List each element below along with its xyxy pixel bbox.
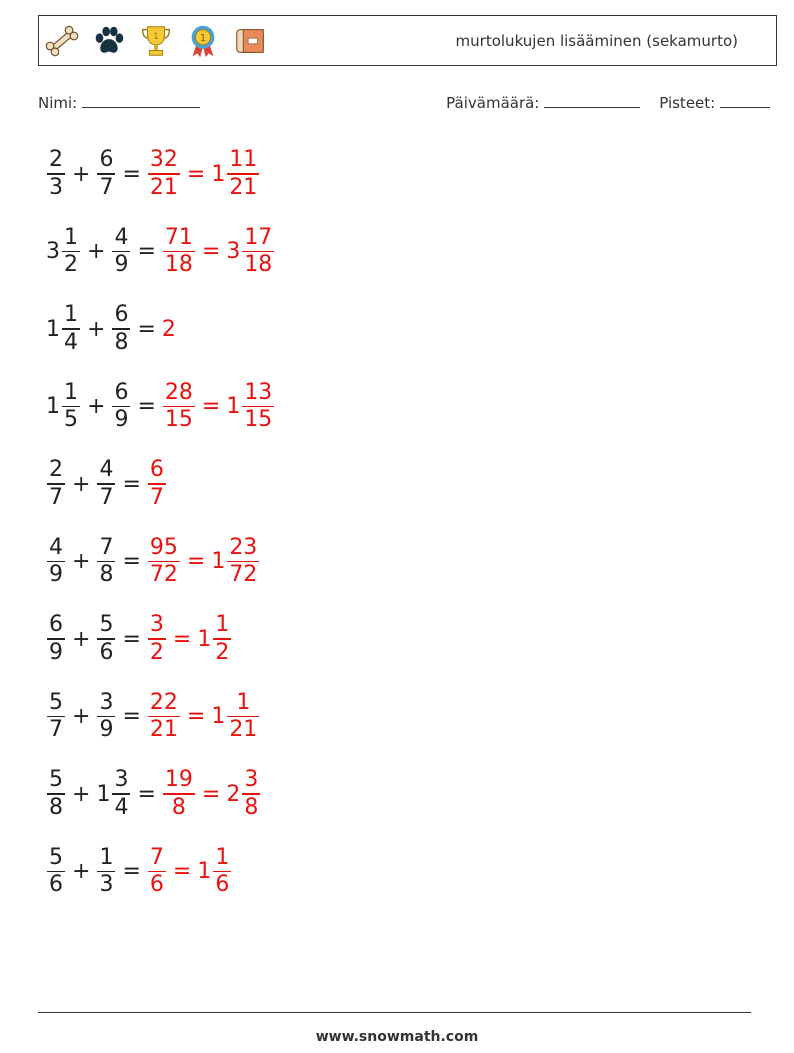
answer-improper-denominator: 6 xyxy=(149,872,164,898)
plus-sign: + xyxy=(72,471,91,497)
addend-b-numerator: 6 xyxy=(114,379,129,405)
addend-a-fraction xyxy=(62,302,80,356)
problem-row xyxy=(46,221,275,283)
addend-a-denominator: 7 xyxy=(49,484,63,510)
addend-b-fraction xyxy=(97,612,115,666)
medal-icon xyxy=(184,22,222,60)
answer xyxy=(162,225,275,279)
answer-equals-sign: = xyxy=(186,704,206,729)
addend-b-denominator: 7 xyxy=(99,484,114,510)
addend-b-number xyxy=(96,147,116,201)
equals-sign: = xyxy=(137,316,156,342)
answer-equals-sign: = xyxy=(201,394,221,419)
addend-a-denominator: 9 xyxy=(49,639,63,665)
name-label: Nimi: xyxy=(38,94,78,112)
addend-b-fraction xyxy=(112,225,130,279)
answer-improper-fraction xyxy=(148,457,166,511)
addend-a-number xyxy=(46,457,66,511)
bandage-icon xyxy=(231,22,269,60)
answer-mixed-whole: 1 xyxy=(197,626,212,652)
answer-mixed-fraction xyxy=(213,612,231,666)
answer-improper-number xyxy=(147,457,167,511)
answer-improper-fraction xyxy=(148,845,166,899)
answer-improper-numerator: 3 xyxy=(149,612,164,638)
answer-improper-denominator: 2 xyxy=(149,639,164,665)
problem-row xyxy=(46,453,167,515)
addend-b-fraction xyxy=(112,380,130,434)
answer-mixed-denominator: 8 xyxy=(244,794,259,820)
addend-a-denominator: 5 xyxy=(64,407,78,433)
answer xyxy=(162,767,261,821)
answer-mixed-numerator: 11 xyxy=(229,147,258,173)
answer-mixed-fraction xyxy=(242,380,274,434)
answer-improper-denominator: 18 xyxy=(164,252,193,278)
addend-b-numerator: 6 xyxy=(114,302,129,328)
equals-sign: = xyxy=(122,161,141,187)
addend-b-fraction xyxy=(97,147,115,201)
plus-sign: + xyxy=(72,781,91,807)
answer-mixed-fraction xyxy=(213,845,231,899)
addend-b-fraction xyxy=(97,535,115,589)
answer xyxy=(162,380,275,434)
addend-b-fraction xyxy=(97,845,115,899)
answer-mixed-denominator: 21 xyxy=(229,174,258,200)
plus-sign: + xyxy=(87,394,106,419)
answer-improper-number xyxy=(147,690,181,744)
answer xyxy=(147,690,260,744)
answer-improper-number xyxy=(147,845,167,899)
footer-url: www.snowmath.com xyxy=(315,1029,479,1045)
answer-improper-fraction xyxy=(163,380,195,434)
addend-a-fraction xyxy=(47,845,65,899)
addend-a-fraction xyxy=(47,147,65,201)
answer-improper-numerator: 95 xyxy=(149,534,178,560)
addend-a-number xyxy=(46,147,66,201)
addend-b-denominator: 7 xyxy=(99,174,114,200)
answer-mixed-denominator: 15 xyxy=(244,407,273,433)
answer-improper-denominator: 7 xyxy=(149,484,164,510)
paw-icon xyxy=(90,22,128,60)
answer-improper-fraction xyxy=(148,147,180,201)
answer-mixed-whole: 1 xyxy=(211,161,226,187)
bone-icon xyxy=(43,22,81,60)
answer-equals-sign: = xyxy=(172,859,192,884)
answer xyxy=(162,317,176,342)
addend-b-number xyxy=(96,845,116,899)
equals-sign: = xyxy=(122,549,141,574)
addend-b-denominator: 9 xyxy=(114,407,129,433)
answer-improper-fraction xyxy=(148,690,180,744)
addend-b-fraction xyxy=(97,457,115,511)
equals-sign: = xyxy=(137,781,156,807)
addend-a-denominator: 7 xyxy=(49,717,63,743)
answer-mixed-numerator: 1 xyxy=(215,612,230,638)
problem-row xyxy=(46,376,275,438)
date-score-fields xyxy=(446,94,770,112)
plus-sign: + xyxy=(72,161,91,187)
addend-a-whole: 3 xyxy=(46,239,60,264)
equals-sign: = xyxy=(122,471,141,497)
answer-improper-numerator: 6 xyxy=(149,457,164,483)
plus-sign: + xyxy=(72,626,91,652)
addend-b-number xyxy=(96,535,116,589)
addend-b-numerator: 1 xyxy=(99,844,114,870)
answer-mixed-whole: 1 xyxy=(211,704,226,729)
answer-mixed-whole: 3 xyxy=(226,239,241,264)
answer-mixed-number xyxy=(197,612,232,666)
plus-sign: + xyxy=(87,239,106,264)
addend-b-numerator: 7 xyxy=(99,534,114,560)
addend-a-numerator: 1 xyxy=(64,224,78,250)
answer-mixed-numerator: 13 xyxy=(244,379,273,405)
addend-a-fraction xyxy=(47,612,65,666)
addend-a-number xyxy=(46,225,81,279)
answer-mixed-whole: 2 xyxy=(226,781,241,807)
addend-a-whole: 1 xyxy=(46,316,60,342)
answer-equals-sign: = xyxy=(172,626,192,652)
answer-improper-fraction xyxy=(148,612,166,666)
answer-mixed-numerator: 23 xyxy=(229,534,258,560)
svg-text:1: 1 xyxy=(153,32,159,43)
addend-a-fraction xyxy=(62,380,80,434)
problem-row xyxy=(46,686,260,748)
answer-equals-sign: = xyxy=(201,239,221,264)
addend-a-numerator: 6 xyxy=(49,612,63,638)
addend-a-number xyxy=(46,767,66,821)
problem-row xyxy=(46,841,232,903)
addend-a-denominator: 8 xyxy=(49,794,63,820)
addend-b-numerator: 3 xyxy=(99,689,114,715)
equals-sign: = xyxy=(122,859,141,884)
answer-mixed-numerator: 1 xyxy=(215,844,230,870)
answer-equals-sign: = xyxy=(186,549,206,574)
addend-a-numerator: 2 xyxy=(49,457,63,483)
answer-equals-sign: = xyxy=(186,161,206,187)
addend-b-number xyxy=(96,767,131,821)
addend-b-denominator: 6 xyxy=(99,639,114,665)
addend-b-denominator: 9 xyxy=(99,717,114,743)
answer-mixed-numerator: 17 xyxy=(244,224,273,250)
addend-a-denominator: 2 xyxy=(64,252,78,278)
addend-b-whole: 1 xyxy=(96,781,111,807)
addend-a-numerator: 2 xyxy=(49,147,63,173)
addend-b-denominator: 4 xyxy=(114,794,129,820)
plus-sign: + xyxy=(72,704,91,729)
equals-sign: = xyxy=(137,239,156,264)
addend-a-number xyxy=(46,302,81,356)
addend-b-fraction xyxy=(112,767,130,821)
addend-b-denominator: 9 xyxy=(114,252,129,278)
addend-a-numerator: 5 xyxy=(49,767,63,793)
worksheet-header xyxy=(38,15,777,66)
addend-b-numerator: 6 xyxy=(99,147,114,173)
answer-improper-number xyxy=(162,767,196,821)
addend-a-number xyxy=(46,612,66,666)
answer-mixed-fraction xyxy=(242,225,274,279)
answer-mixed-whole: 1 xyxy=(197,859,212,884)
addend-b-fraction xyxy=(97,690,115,744)
answer-improper-denominator: 21 xyxy=(149,174,178,200)
answer-mixed-fraction xyxy=(242,767,260,821)
addend-b-number xyxy=(111,225,131,279)
worksheet-title: murtolukujen lisääminen (sekamurto) xyxy=(455,32,738,50)
addend-a-denominator: 3 xyxy=(49,174,63,200)
addend-a-number xyxy=(46,845,66,899)
answer-mixed-denominator: 21 xyxy=(229,717,258,743)
answer-mixed-numerator: 1 xyxy=(236,689,251,715)
answer-improper-numerator: 19 xyxy=(164,767,193,793)
answer-mixed-whole: 1 xyxy=(211,549,226,574)
answer-mixed-numerator: 3 xyxy=(244,767,259,793)
answer-mixed-denominator: 72 xyxy=(229,562,258,588)
answer-mixed-number xyxy=(211,147,260,201)
footer-divider xyxy=(38,1012,751,1013)
addend-a-fraction xyxy=(47,767,65,821)
answer-mixed-denominator: 2 xyxy=(215,639,230,665)
answer-improper-number xyxy=(147,612,167,666)
addend-b-fraction xyxy=(112,302,130,356)
addend-a-fraction xyxy=(47,457,65,511)
name-field xyxy=(38,94,200,112)
answer-improper-denominator: 72 xyxy=(149,562,178,588)
answer-improper-numerator: 7 xyxy=(149,844,164,870)
plus-sign: + xyxy=(87,316,106,342)
addend-b-denominator: 8 xyxy=(114,329,129,355)
answer xyxy=(147,612,232,666)
addend-b-numerator: 5 xyxy=(99,612,114,638)
problem-row xyxy=(46,143,260,205)
answer-improper-number xyxy=(162,380,196,434)
problem-row xyxy=(46,298,176,360)
addend-b-number xyxy=(111,302,131,356)
addend-b-numerator: 4 xyxy=(99,457,114,483)
answer-improper-denominator: 8 xyxy=(171,794,186,820)
addend-a-whole: 1 xyxy=(46,394,60,419)
answer-improper-number xyxy=(147,147,181,201)
answer-improper-numerator: 32 xyxy=(149,147,178,173)
answer xyxy=(147,845,232,899)
answer-whole: 2 xyxy=(161,316,176,342)
addend-b-denominator: 3 xyxy=(99,872,114,898)
answer-improper-fraction xyxy=(163,767,195,821)
answer-mixed-number xyxy=(226,380,275,434)
answer-improper-denominator: 15 xyxy=(164,407,193,433)
addend-b-denominator: 8 xyxy=(99,562,114,588)
addend-a-numerator: 1 xyxy=(64,302,78,328)
equals-sign: = xyxy=(122,626,141,652)
addend-a-number xyxy=(46,535,66,589)
problem-row xyxy=(46,608,232,670)
addend-b-number xyxy=(96,457,116,511)
addend-a-denominator: 9 xyxy=(49,562,63,588)
addend-b-number xyxy=(96,690,116,744)
addend-a-numerator: 5 xyxy=(49,689,63,715)
answer xyxy=(147,535,260,589)
answer-improper-numerator: 28 xyxy=(164,379,193,405)
date-label: Päivämäärä: xyxy=(446,94,540,112)
addend-a-number xyxy=(46,380,81,434)
answer-improper-numerator: 71 xyxy=(164,224,193,250)
answer xyxy=(147,147,260,201)
addend-a-numerator: 1 xyxy=(64,379,78,405)
addend-a-fraction xyxy=(47,690,65,744)
answer-improper-denominator: 21 xyxy=(149,717,178,743)
addend-a-numerator: 4 xyxy=(49,534,63,560)
answer-improper-numerator: 22 xyxy=(149,689,178,715)
answer-mixed-denominator: 6 xyxy=(215,872,230,898)
equals-sign: = xyxy=(122,704,141,729)
addend-b-number xyxy=(96,612,116,666)
problem-row xyxy=(46,531,260,593)
trophy-icon xyxy=(137,22,175,60)
answer-mixed-fraction xyxy=(227,147,259,201)
plus-sign: + xyxy=(72,859,91,884)
answer-equals-sign: = xyxy=(201,781,221,807)
answer-mixed-denominator: 18 xyxy=(244,252,273,278)
answer-improper-fraction xyxy=(163,225,195,279)
answer-improper-fraction xyxy=(148,535,180,589)
addend-a-denominator: 6 xyxy=(49,872,63,898)
answer-improper-number xyxy=(162,225,196,279)
problem-row xyxy=(46,763,261,825)
date-blank xyxy=(544,94,640,108)
addend-a-fraction xyxy=(47,535,65,589)
answer-mixed-number xyxy=(211,690,260,744)
plus-sign: + xyxy=(72,549,91,574)
answer-mixed-number xyxy=(197,845,232,899)
header-icons xyxy=(43,19,278,63)
addend-a-number xyxy=(46,690,66,744)
addend-a-numerator: 5 xyxy=(49,844,63,870)
addend-b-numerator: 3 xyxy=(114,767,129,793)
svg-text:1: 1 xyxy=(199,33,207,44)
answer-mixed-whole: 1 xyxy=(226,394,241,419)
score-label: Pisteet: xyxy=(659,94,716,112)
answer-mixed-fraction xyxy=(227,535,259,589)
addend-a-denominator: 4 xyxy=(64,329,78,355)
answer-mixed-number xyxy=(226,767,261,821)
addend-b-numerator: 4 xyxy=(114,224,129,250)
score-blank xyxy=(720,94,770,108)
addend-b-number xyxy=(111,380,131,434)
answer-improper-number xyxy=(147,535,181,589)
answer xyxy=(147,457,167,511)
answer-mixed-number xyxy=(211,535,260,589)
answer-mixed-fraction xyxy=(227,690,259,744)
equals-sign: = xyxy=(137,394,156,419)
answer-mixed-number xyxy=(226,225,275,279)
addend-a-fraction xyxy=(62,225,80,279)
name-blank xyxy=(82,94,200,108)
